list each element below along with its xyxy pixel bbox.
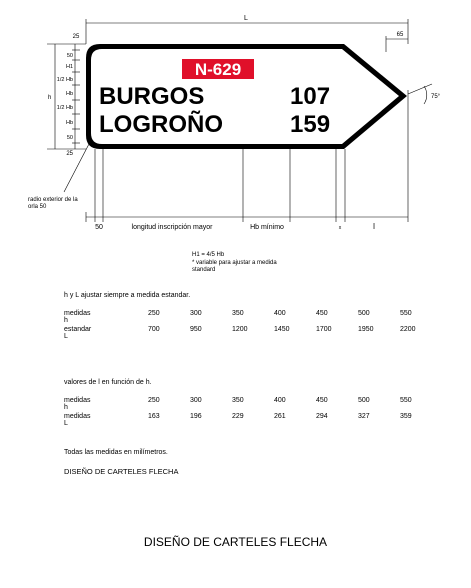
table-cell: 300 [190,397,202,404]
table-cell: 250 [148,397,160,404]
table-cell: 250 [148,310,160,317]
table-cell: 229 [232,413,244,420]
table-cell: 1700 [316,326,332,333]
radius-note: radio exterior de la orla 50 [28,197,78,210]
angle-label: 75° [431,94,441,100]
table2-row-label: medidas L [64,413,91,427]
destination-1-distance: 107 [290,83,331,110]
table-cell: 500 [358,310,370,317]
table-cell: 350 [232,310,244,317]
table-cell: 294 [316,413,328,420]
table-cell: 700 [148,326,160,333]
table1-caption: h y L ajustar siempre a medida estandar. [64,292,191,299]
table-cell: 450 [316,310,328,317]
dim-label-25-bottom: 25 [66,151,73,157]
page-title: DISEÑO DE CARTELES FLECHA [143,535,328,549]
table-cell: 359 [400,413,412,420]
dim-label-h: h [48,95,52,101]
table-cell: 550 [400,310,412,317]
stack-label-0: 50 [66,53,73,59]
table-cell: 950 [190,326,202,333]
bottom-label-longitud: longitud inscripción mayor [131,224,213,231]
stack-label-4: 1/2 Hb [56,105,73,111]
bottom-label-hb: Hb mínimo [250,224,284,231]
table-cell: 350 [232,397,244,404]
units-note: Todas las medidas en milímetros. [64,449,168,456]
table-cell: 300 [190,310,202,317]
table-cell: 500 [358,397,370,404]
table-cell: 1450 [274,326,290,333]
table2-row-label: medidas h [64,397,91,411]
stack-label-1: H1 [65,64,73,70]
table1-row-label: estandar L [64,326,92,340]
table1-row-label: medidas h [64,310,91,324]
table1 [64,310,444,350]
dim-label-L: L [244,15,248,22]
dim-label-25-top: 25 [72,34,80,40]
table-cell: 261 [274,413,286,420]
table-cell: 450 [316,397,328,404]
table-cell: 1950 [358,326,374,333]
stack-label-3: Hb [65,91,73,97]
bottom-label-x: x [338,225,342,231]
table2-caption: valores de l en función de h. [64,379,152,386]
table-cell: 550 [400,397,412,404]
small-title: DISEÑO DE CARTELES FLECHA [64,467,179,476]
road-badge-label: N-629 [194,60,242,79]
h1-formula: H1 = 4/5 Hb [192,252,225,258]
table-cell: 163 [148,413,160,420]
destination-2-name: LOGROÑO [99,111,223,138]
table-cell: 400 [274,310,286,317]
table-cell: 327 [358,413,370,420]
table-cell: 1200 [232,326,248,333]
table-cell: 400 [274,397,286,404]
stack-label-5: Hb [65,120,73,126]
table-cell: 2200 [400,326,416,333]
bottom-label-50: 50 [95,224,103,231]
variable-note: * variable para ajustar a medida standard [192,260,277,273]
table-cell: 196 [190,413,202,420]
destination-2-distance: 159 [290,111,331,138]
bottom-label-l: l [373,222,375,231]
destination-1-name: BURGOS [99,83,205,110]
dim-label-65: 65 [396,32,404,38]
stack-label-6: 50 [66,135,73,141]
table2 [64,397,444,437]
stack-label-2: 1/2 Hb [56,77,73,83]
